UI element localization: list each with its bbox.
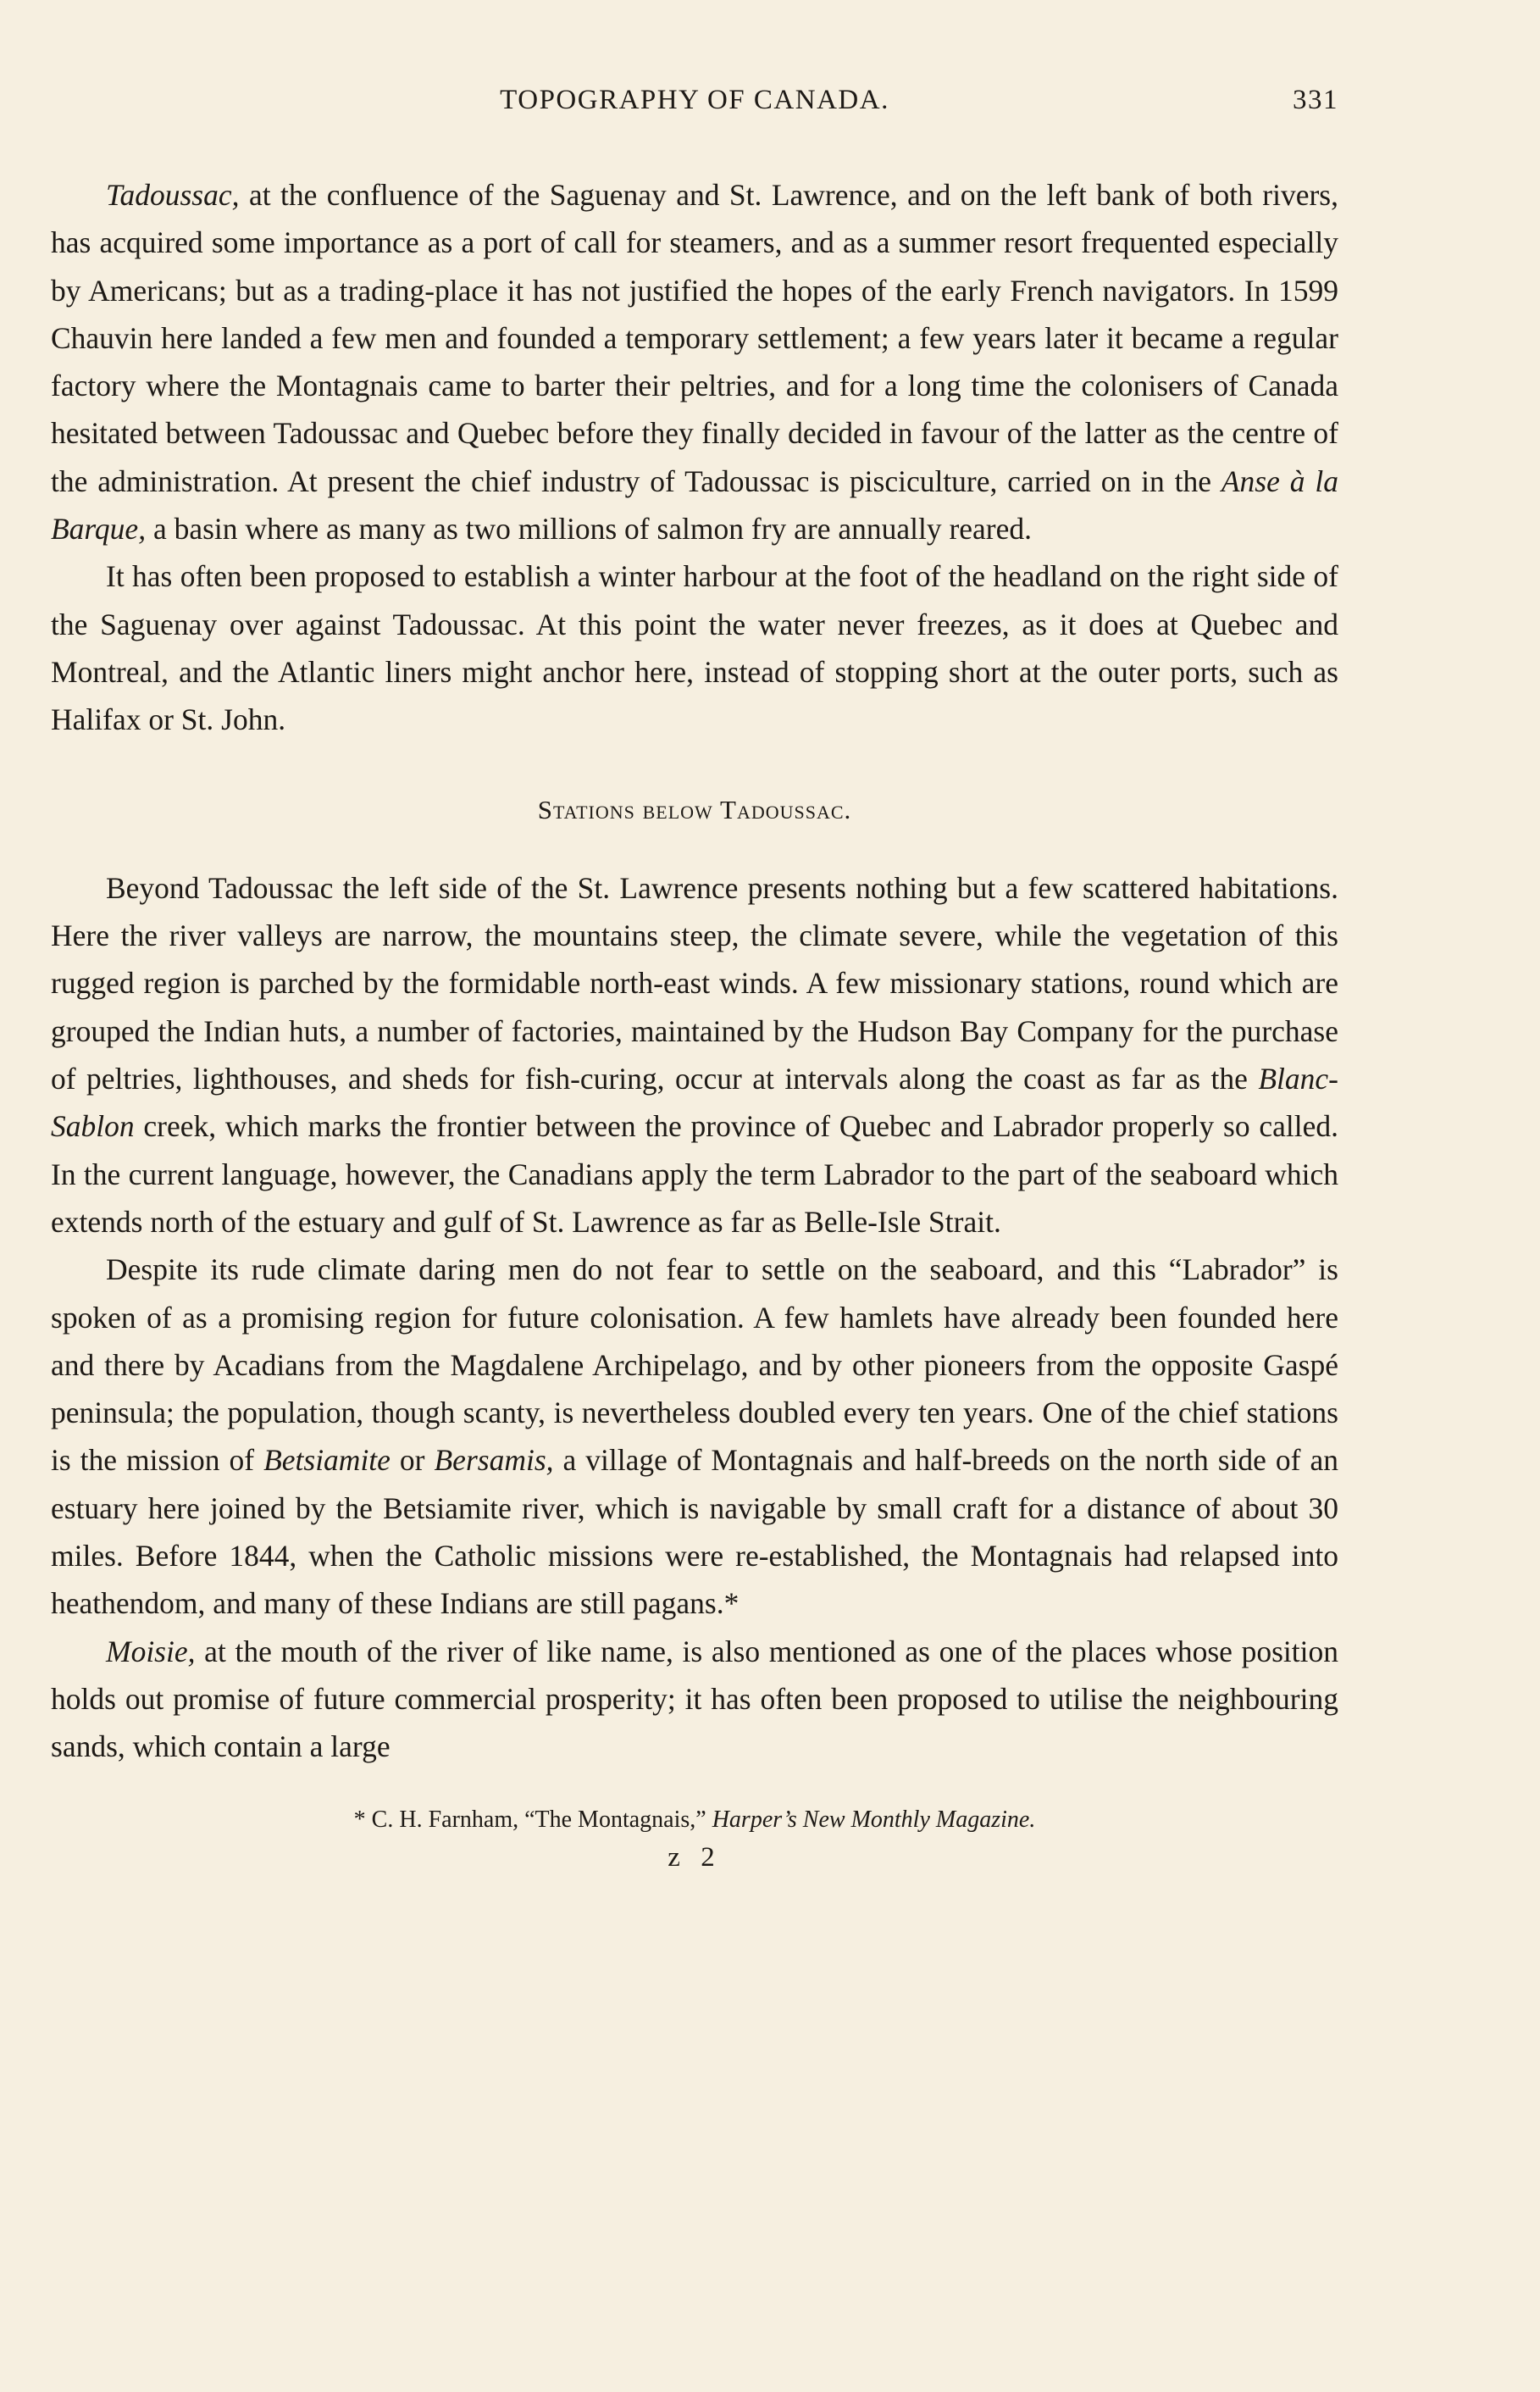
paragraph-text: Despite its rude climate daring men do not fear to settle on the seaboard, and this “Labrador” is spoken of as a promising region for future colonisation. A few hamlets have already been founded here and there by Acadians from the Magdalene Archipelago, and by other pioneers from the opposite Gaspé peninsula; the population, though scanty, is nevertheless doubled every ten years. One of the chief stations is the mission of — [51, 1252, 1338, 1478]
paragraph-text: creek, which marks the frontier between the province of Quebec and Labrador properly so called. In the current language, however, the Canadians apply the term Labrador to the part of the seaboard which extends north of the estuary and gulf of St. Lawrence as far as Belle-Isle Strait. — [51, 1109, 1338, 1239]
body-text — [51, 171, 1338, 1771]
page-number: 331 — [1293, 85, 1338, 115]
footnote-text: * C. H. Farnham, “The Montagnais,” — [353, 1806, 712, 1833]
paragraph-text: a village of Montagnais and half-breeds on the north side of an estuary here joined by the Betsiamite river, which is navigable by small craft for a distance of about 30 miles. Before 1844, when the Catholic missions were re-established, the Montagnais had relapsed into heathendom, and many of these Indians are still pagans.* — [51, 1443, 1338, 1621]
paragraph-labrador — [51, 1246, 1338, 1627]
paragraph-text: Beyond Tadoussac the left side of the St. Lawrence presents nothing but a few scattered habitations. Here the river valleys are narrow, the mountains steep, the climate severe, while the vegetation of this rugged region is parched by the formidable north-east winds. A few missionary stations, round which are grouped the Indian huts, a number of factories, maintained by the Hudson Bay Company for the purchase of peltries, lighthouses, and sheds for fish-curing, occur at intervals along the coast as far as the — [51, 870, 1338, 1096]
running-title: TOPOGRAPHY OF CANADA. — [500, 85, 889, 115]
paragraph-moisie — [51, 1628, 1338, 1771]
paragraph-tadoussac — [51, 171, 1338, 552]
section-heading: Stations below Tadoussac. — [537, 794, 852, 824]
page — [51, 85, 1338, 1873]
footnote-source: Harper’s New Monthly Magazine. — [712, 1806, 1036, 1833]
paragraph-text: at the mouth of the river of like name, is also mentioned as one of the places whose position holds out promise of future commercial prosperity; it has often been proposed to utilise the neighbouring sands, which contain a large — [51, 1634, 1338, 1764]
place-name-anse-a-la-barque: Anse à la Barque, — [51, 463, 1338, 547]
paragraph-winter-harbour: It has often been proposed to establish a winter harbour at the foot of the headland on the right side of the Saguenay over against Tadoussac. At this point the water never freezes, as it does at Quebec and Montreal, and the Atlantic liners might anchor here, instead of stopping short at the outer ports, such as Halifax or St. John. — [51, 559, 1338, 737]
paragraph-text: at the confluence of the Saguenay and St. Lawrence, and on the left bank of both rivers, has acquired some importance as a port of call for steamers, and as a summer resort frequented especially by Americans; but as a trading-place it has not justified the hopes of the early French navigators. In 1599 Chauvin here landed a few men and founded a temporary settlement; a few years later it became a regular factory where the Montagnais came to barter their peltries, and for a long time the colonisers of Canada hesitated between Tadoussac and Quebec before they finally decided in favour of the latter as the centre of the administration. At present the chief industry of Tadoussac is pisciculture, carried on in the — [51, 178, 1338, 498]
footnote — [51, 1805, 1338, 1835]
place-name-moisie: Moisie, — [106, 1634, 196, 1668]
place-name-betsiamite: Betsiamite — [263, 1443, 391, 1478]
place-name-bersamis: Bersamis, — [434, 1443, 554, 1478]
paragraph-text: a basin where as many as two millions of salmon fry are annually reared. — [146, 512, 1033, 547]
place-name-tadoussac: Tadoussac, — [106, 178, 240, 212]
paragraph-text: or — [390, 1443, 435, 1478]
running-head — [51, 85, 1338, 136]
place-name-blanc-sablon: Blanc-Sablon — [51, 1062, 1338, 1144]
signature-mark: z 2 — [668, 1841, 722, 1873]
paragraph-beyond-tadoussac — [51, 864, 1338, 1246]
